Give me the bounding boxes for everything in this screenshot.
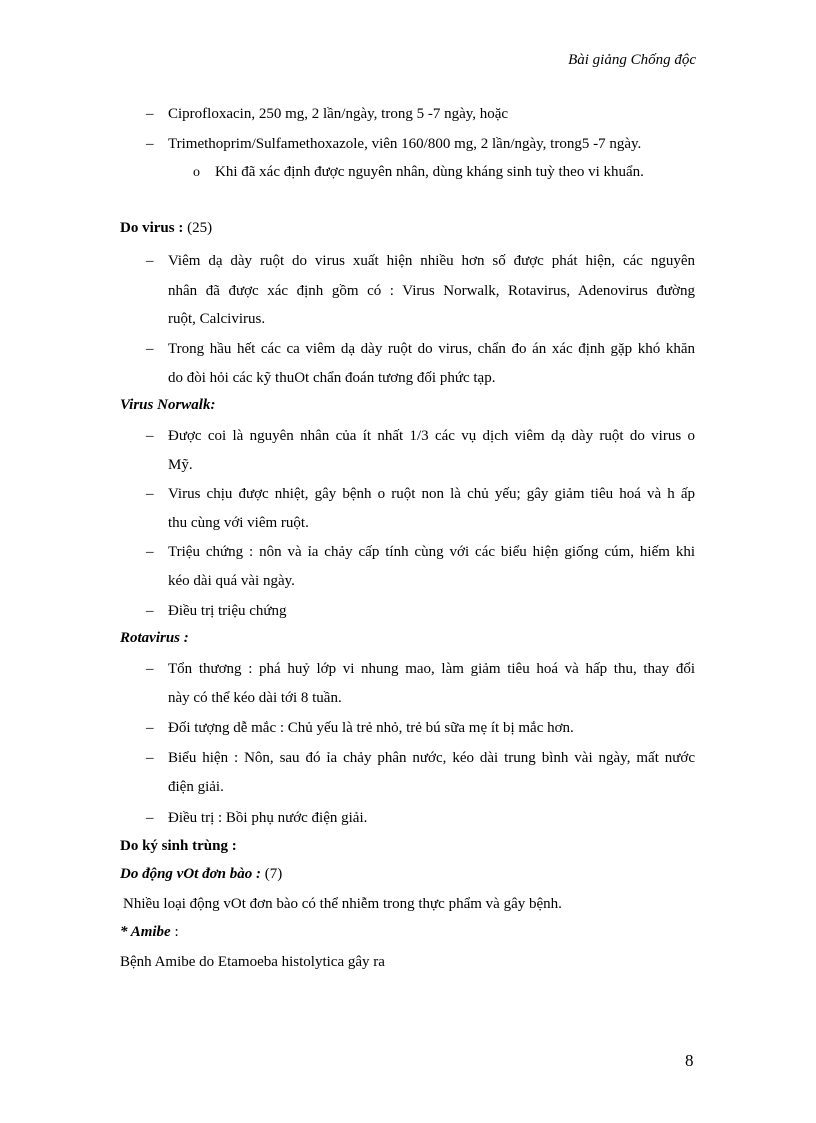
virus-item-2-line-2: do đòi hỏi các kỹ thuOt chẩn đoán tương đối phức tạp. <box>168 370 496 386</box>
norwalk-item-1-line-1: Được coi là nguyên nhân của ít nhất 1/3 các vụ dịch viêm dạ dày ruột do virus o <box>168 428 695 444</box>
section-do-virus <box>120 220 212 237</box>
rotavirus-item-4: Điều trị : Bồi phụ nước điện giải. <box>168 810 368 826</box>
dash-marker: – <box>146 720 154 736</box>
sub-bullet-antibiotic: Khi đã xác định được nguyên nhân, dùng kháng sinh tuỳ theo vi khuẩn. <box>215 164 644 180</box>
dash-marker: – <box>146 253 154 269</box>
dash-marker: – <box>146 661 154 677</box>
circle-marker: o <box>193 165 200 180</box>
norwalk-item-3-line-1: Triệu chứng : nôn và ỉa chảy cấp tính cùng với các biểu hiện giống cúm, hiếm khi <box>168 544 695 560</box>
rotavirus-item-3-line-1: Biểu hiện : Nôn, sau đó ỉa chảy phân nước, kéo dài trung bình vài ngày, mất nước <box>168 750 695 766</box>
bullet-trimethoprim: Trimethoprim/Sulfamethoxazole, viên 160/800 mg, 2 lần/ngày, trong5 -7 ngày. <box>168 136 642 152</box>
do-virus-title: Do virus : <box>120 220 184 236</box>
virus-item-1-line-1: Viêm dạ dày ruột do virus xuất hiện nhiều hơn số được phát hiện, các nguyên <box>168 253 695 269</box>
virus-item-1-line-3: ruột, Calcivirus. <box>168 311 266 327</box>
page-number: 8 <box>685 1051 694 1070</box>
dong-vat-heading <box>120 866 282 883</box>
rotavirus-item-1-line-2: này có thể kéo dài tới 8 tuần. <box>168 690 342 706</box>
dash-marker: – <box>146 428 154 444</box>
amibe-title: * Amibe <box>120 924 171 940</box>
rotavirus-item-2: Đối tượng dễ mắc : Chủ yếu là trẻ nhỏ, trẻ bú sữa mẹ ít bị mắc hơn. <box>168 720 574 736</box>
dong-vat-title: Do động vOt đơn bào : <box>120 866 261 882</box>
ky-sinh-trung-title: Do ký sinh trùng : <box>120 838 237 854</box>
page-header: Bài giảng Chống độc <box>568 52 696 68</box>
do-virus-ref: (25) <box>187 220 213 236</box>
norwalk-title: Virus Norwalk: <box>120 397 216 413</box>
norwalk-item-1-line-2: Mỹ. <box>168 457 193 473</box>
amibe-colon: : <box>174 924 179 940</box>
rotavirus-item-3-line-2: điện giải. <box>168 779 224 795</box>
norwalk-item-3-line-2: kéo dài quá vài ngày. <box>168 573 295 589</box>
norwalk-item-2-line-2: thu cùng với viêm ruột. <box>168 515 309 531</box>
rotavirus-title: Rotavirus : <box>120 630 189 646</box>
amibe-paragraph: Bệnh Amibe do Etamoeba histolytica gây ra <box>120 954 385 970</box>
bullet-ciprofloxacin: Ciprofloxacin, 250 mg, 2 lần/ngày, trong 5 -7 ngày, hoặc <box>168 106 509 122</box>
dash-marker: – <box>146 544 154 560</box>
norwalk-item-4: Điều trị triệu chứng <box>168 603 287 619</box>
amibe-heading <box>120 924 179 941</box>
dash-marker: – <box>146 106 154 122</box>
dong-vat-ref: (7) <box>264 866 283 882</box>
rotavirus-item-1-line-1: Tổn thương : phá huỷ lớp vi nhung mao, làm giảm tiêu hoá và hấp thu, thay đổi <box>168 661 695 677</box>
dong-vat-paragraph: Nhiều loại động vOt đơn bào có thể nhiễm trong thực phẩm và gây bệnh. <box>123 896 562 912</box>
dash-marker: – <box>146 810 154 826</box>
dash-marker: – <box>146 136 154 152</box>
norwalk-item-2-line-1: Virus chịu được nhiệt, gây bệnh o ruột non là chủ yếu; gây giảm tiêu hoá và h ấp <box>168 486 695 502</box>
dash-marker: – <box>146 341 154 357</box>
virus-item-2-line-1: Trong hầu hết các ca viêm dạ dày ruột do virus, chẩn đo án xác định gặp khó khăn <box>168 341 695 357</box>
dash-marker: – <box>146 603 154 619</box>
virus-item-1-line-2: nhân đã được xác định gồm có : Virus Norwalk, Rotavirus, Adenovirus đường <box>168 283 695 299</box>
dash-marker: – <box>146 750 154 766</box>
dash-marker: – <box>146 486 154 502</box>
